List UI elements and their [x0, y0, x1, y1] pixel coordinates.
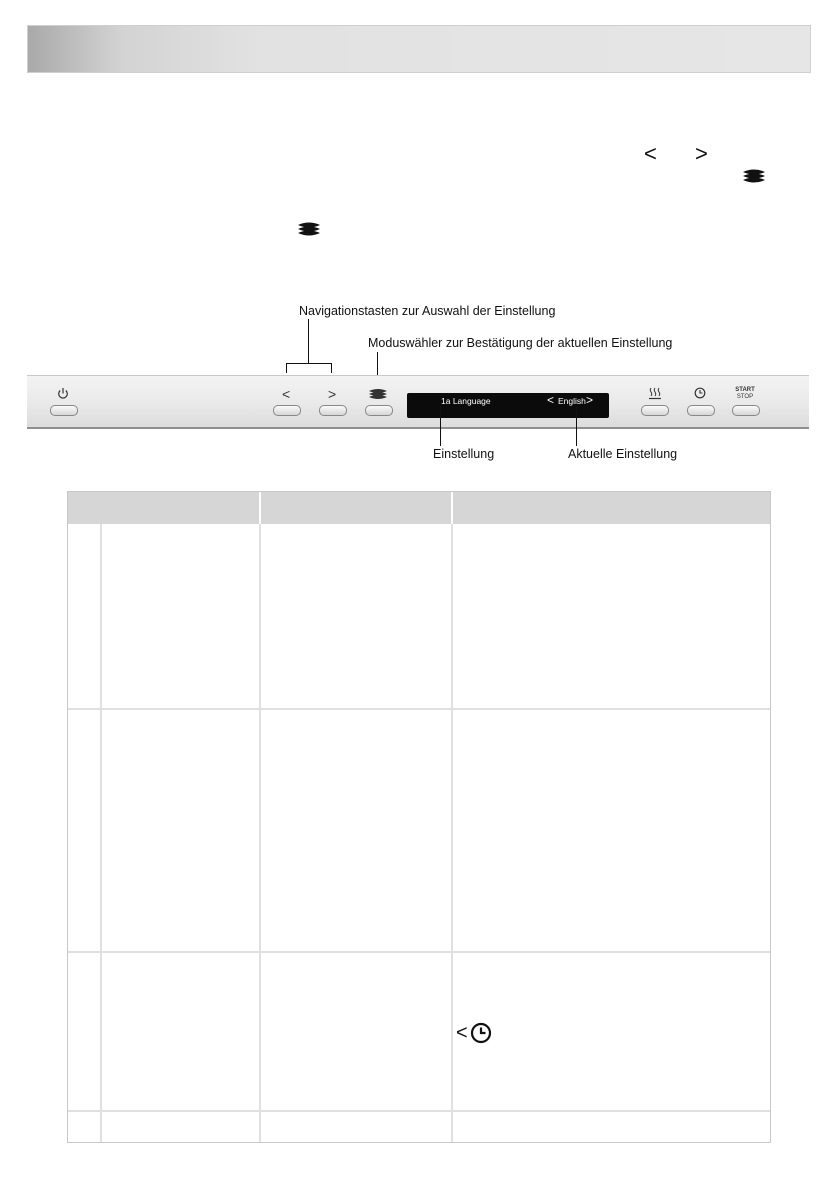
- clock-icon: [470, 1022, 492, 1044]
- nav-right-glyph: >: [695, 141, 708, 166]
- callout-leader: [440, 406, 441, 446]
- mode-selector-icon: [296, 221, 322, 237]
- stop-label: STOP: [736, 394, 754, 400]
- left-arrow-icon: <: [282, 386, 291, 402]
- table-row-divider: [68, 708, 770, 710]
- callout-mode-selector: Moduswähler zur Bestätigung der aktuellen Einstellung: [368, 336, 673, 350]
- callout-bracket: [308, 319, 309, 364]
- display-value-right-arrow: >: [586, 393, 594, 407]
- callout-navigation-keys: Navigationstasten zur Auswahl der Einstellung: [299, 304, 556, 318]
- callout-leader: [576, 406, 577, 446]
- mode-selector-icon: [741, 168, 767, 184]
- start-stop-label: [730, 387, 760, 401]
- delay-button[interactable]: [687, 405, 715, 416]
- display-value-left-arrow: <: [547, 393, 555, 407]
- right-arrow-icon: >: [328, 386, 337, 402]
- power-button[interactable]: [50, 405, 78, 416]
- nav-left-glyph: <: [644, 141, 657, 166]
- mode-button[interactable]: [365, 405, 393, 416]
- display-value: English: [558, 396, 586, 406]
- start-stop-button[interactable]: [732, 405, 760, 416]
- callout-bracket: [331, 363, 332, 373]
- right-button[interactable]: [319, 405, 347, 416]
- table-header-cell: [453, 492, 770, 524]
- start-label: START: [735, 387, 755, 393]
- table-header-cell: [68, 492, 259, 524]
- left-button[interactable]: [273, 405, 301, 416]
- table-column-divider: [451, 524, 453, 1142]
- power-icon: [57, 387, 69, 400]
- table-header-cell: [261, 492, 451, 524]
- table-column-divider: [259, 524, 261, 1142]
- table-column-divider: [100, 524, 102, 1142]
- callout-current-setting: Aktuelle Einstellung: [568, 447, 678, 461]
- dry-button[interactable]: [641, 405, 669, 416]
- clock-icon: [694, 387, 706, 399]
- display-setting: 1a Language: [441, 396, 491, 406]
- callout-bracket: [286, 363, 287, 373]
- settings-table: [67, 491, 771, 1143]
- dry-icon: [648, 387, 662, 400]
- mode-selector-icon: [368, 388, 388, 400]
- delay-arrow-glyph: <: [456, 1022, 468, 1044]
- callout-bracket: [286, 363, 332, 364]
- section-header-bar: [27, 25, 811, 73]
- table-row-divider: [68, 951, 770, 953]
- callout-setting: Einstellung: [433, 447, 495, 461]
- table-row-divider: [68, 1110, 770, 1112]
